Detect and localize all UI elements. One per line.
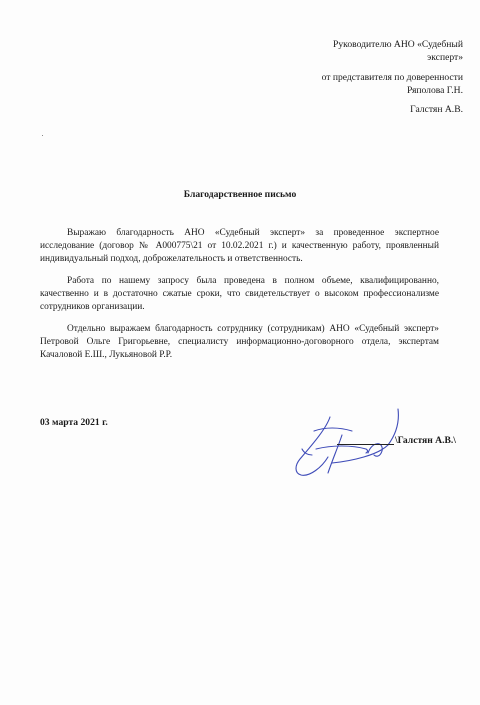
scan-speck [42,135,43,136]
addressee-line-1: Руководителю АНО «Судебный [333,39,463,50]
body-paragraph-3: Отдельно выражаем благодарность сотруднику (сотрудникам) АНО «Судебный эксперт» Петровой Ольге Григорьевне, специалисту информационно-договорного отдела, экспертам Качаловой Е.Ш., Лукьяновой Р.Р. [40,324,439,360]
body-paragraph-1: Выражаю благодарность АНО «Судебный эксперт» за проведенное экспертное исследование (договор № А000775\21 от 10.02.2021 г.) и качественную работу, проявленный индивидуальный подход, доброжелательность и ответственность. [40,228,439,264]
body-paragraph-2: Работа по нашему запросу была проведена в полном объеме, квалифицированно, качественно и в достаточно сжатые сроки, что свидетельствует о высоком профессионализме сотрудников организации. [40,276,439,312]
letter-date: 03 марта 2021 г. [40,417,108,428]
sender-line-1: от представителя по доверенности [321,72,463,83]
sender-line-2: Ряполова Г.Н. [406,85,463,96]
signer-name: \Галстян А.В.\ [395,435,456,446]
letter-body [40,227,439,371]
letter-title: Благодарственное письмо [183,189,297,200]
sender-name: Галстян А.В. [410,104,463,115]
addressee-line-2: эксперт» [427,52,463,63]
signature-line [337,444,394,445]
addressee-block [283,38,463,116]
